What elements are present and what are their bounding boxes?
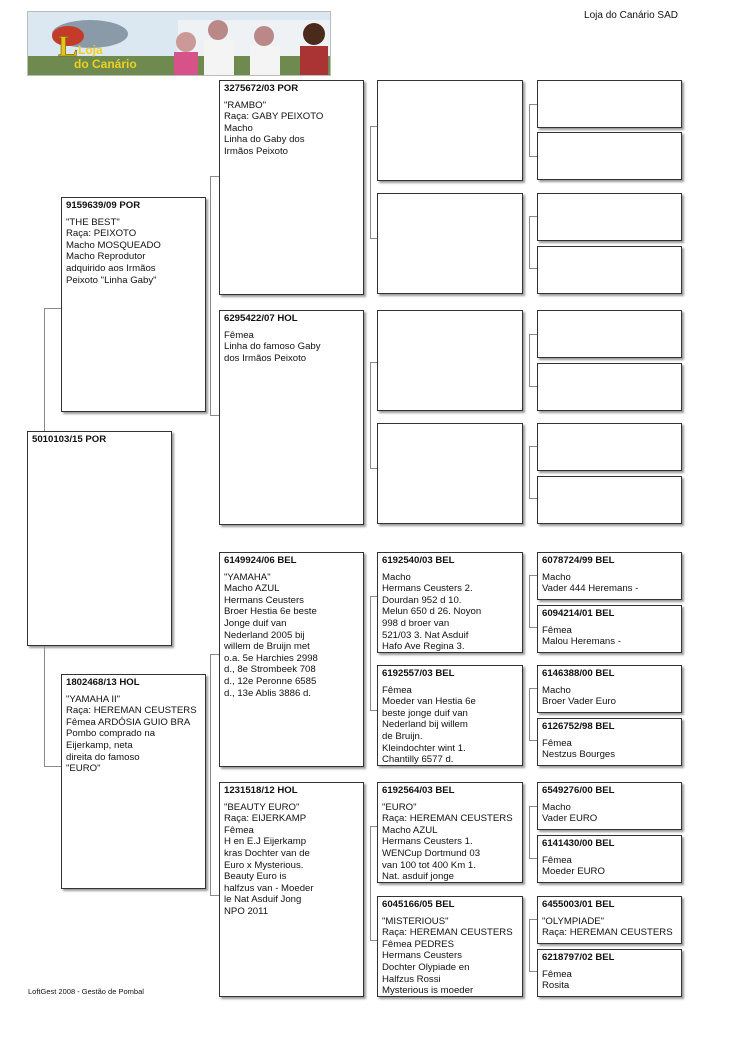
ring-number: 1802468/13 HOL xyxy=(66,677,140,688)
description-line: Fêmea xyxy=(542,624,572,636)
pedigree-box-dam xyxy=(61,674,206,889)
ring-number: 6549276/00 BEL xyxy=(542,785,615,796)
description-line: willem de Bruijn met xyxy=(224,641,310,653)
connector-line xyxy=(529,386,537,387)
connector-line xyxy=(529,446,537,447)
description-line: Raça: EIJERKAMP xyxy=(224,813,307,825)
ring-number: 1231518/12 HOL xyxy=(224,785,298,796)
description-line: Chantilly 6577 d. xyxy=(382,754,454,766)
ring-number: 3275672/03 POR xyxy=(224,83,299,94)
connector-line xyxy=(529,688,530,740)
logo-text-1: Loja xyxy=(78,43,103,57)
connector-line xyxy=(370,468,377,469)
description-line: Nederland 2005 bij xyxy=(224,629,305,641)
pedigree-box-sd_d xyxy=(377,423,523,524)
description-line: "RAMBO" xyxy=(224,99,266,111)
ring-number: 6126752/98 BEL xyxy=(542,721,615,732)
description-line: beste jonge duif van xyxy=(382,707,468,719)
connector-line xyxy=(210,415,219,416)
logo-text-2: do Canário xyxy=(74,57,137,71)
connector-line xyxy=(529,498,537,499)
pedigree-box-dssd xyxy=(537,605,682,653)
svg-text:L: L xyxy=(58,30,79,63)
description-line: H en E.J Eijerkamp xyxy=(224,836,307,848)
description-line: Euro x Mysterious. xyxy=(224,859,304,871)
connector-line xyxy=(370,238,377,239)
connector-line xyxy=(370,596,371,710)
connector-line xyxy=(370,826,371,940)
description-line: Fêmea xyxy=(542,968,572,980)
ring-number: 6146388/00 BEL xyxy=(542,668,615,679)
pedigree-box-dsd xyxy=(377,665,523,766)
description-line: Kleindochter wint 1. xyxy=(382,742,466,754)
description-line: Broer Vader Euro xyxy=(542,696,616,708)
description-line: Macho xyxy=(224,122,253,134)
pedigree-box-dsds xyxy=(537,665,682,713)
ring-number: 9159639/09 POR xyxy=(66,200,141,211)
description-line: van 100 tot 400 Km 1. xyxy=(382,859,476,871)
connector-line xyxy=(529,104,530,156)
description-line: Moeder van Hestia 6e xyxy=(382,696,476,708)
description-line: Rosita xyxy=(542,980,570,992)
description-line: Raça: HEREMAN CEUSTERS xyxy=(382,813,513,825)
ring-number: 6078724/99 BEL xyxy=(542,555,615,566)
connector-line xyxy=(370,710,377,711)
connector-line xyxy=(529,806,537,807)
pedigree-box-dds xyxy=(377,782,523,883)
description-line: "THE BEST" xyxy=(66,216,120,228)
connector-line xyxy=(210,895,219,896)
description-line: Raça: PEIXOTO xyxy=(66,228,137,240)
description-line: Macho xyxy=(382,571,411,583)
connector-line xyxy=(529,156,537,157)
ring-number: 6149924/06 BEL xyxy=(224,555,297,566)
ring-number: 6192564/03 BEL xyxy=(382,785,455,796)
connector-line xyxy=(529,688,537,689)
connector-line xyxy=(370,126,377,127)
connector-line xyxy=(529,740,537,741)
description-line: Moeder EURO xyxy=(542,866,605,878)
description-line: Dourdan 952 d 10. xyxy=(382,594,462,606)
ring-number: 6045166/05 BEL xyxy=(382,899,455,910)
description-line: Raça: GABY PEIXOTO xyxy=(224,111,324,123)
description-line: Malou Heremans - xyxy=(542,636,621,648)
pedigree-box-ds xyxy=(219,552,364,767)
description-line: halfzus van - Moeder xyxy=(224,882,314,894)
description-line: d., 12e Peronne 6585 xyxy=(224,675,317,687)
pedigree-box-dddd xyxy=(537,949,682,997)
description-line: "EURO" xyxy=(66,763,101,775)
company-name: Loja do Canário SAD xyxy=(584,10,678,21)
description-line: Macho MOSQUEADO xyxy=(66,239,161,251)
description-line: "YAMAHA" xyxy=(224,571,271,583)
ring-number: 6094214/01 BEL xyxy=(542,608,615,619)
description-line: Broer Hestia 6e beste xyxy=(224,606,317,618)
description-line: Hermans Ceusters xyxy=(382,950,462,962)
pedigree-box-g6 xyxy=(537,363,682,411)
connector-line xyxy=(370,362,371,468)
connector-line xyxy=(370,596,377,597)
description-line: Halfzus Rossi xyxy=(382,973,441,985)
connector-line xyxy=(529,575,537,576)
connector-line xyxy=(44,308,61,309)
connector-line xyxy=(529,575,530,627)
connector-line xyxy=(529,104,537,105)
description-line: d., 13e Ablis 3886 d. xyxy=(224,687,311,699)
pedigree-box-ss_s xyxy=(377,80,523,181)
pedigree-box-g7 xyxy=(537,423,682,471)
description-line: Raça: HEREMAN CEUSTERS xyxy=(66,705,197,717)
description-line: 998 d broer van xyxy=(382,617,450,629)
connector-line xyxy=(529,627,537,628)
connector-line xyxy=(529,858,537,859)
description-line: Linha do Gaby dos xyxy=(224,134,305,146)
description-line: Nederland bij willem xyxy=(382,719,468,731)
description-line: le Nat Asduif Jong xyxy=(224,894,302,906)
ring-number: 6455003/01 BEL xyxy=(542,899,615,910)
connector-line xyxy=(529,268,537,269)
description-line: Linha do famoso Gaby xyxy=(224,341,321,353)
pedigree-box-dss xyxy=(377,552,523,653)
description-line: Vader 444 Heremans - xyxy=(542,583,639,595)
description-line: "BEAUTY EURO" xyxy=(224,801,300,813)
description-line: Fêmea PEDRES xyxy=(382,938,454,950)
description-line: Hafo Ave Regina 3. xyxy=(382,641,465,653)
description-line: Macho xyxy=(542,571,571,583)
description-line: Vader EURO xyxy=(542,813,598,825)
description-line: WENCup Dortmund 03 xyxy=(382,847,481,859)
description-line: d., 8e Strombeek 708 xyxy=(224,664,316,676)
description-line: 521/03 3. Nat Asduif xyxy=(382,629,469,641)
connector-line xyxy=(529,971,537,972)
connector-line xyxy=(44,766,61,767)
description-line: Macho Reprodutor xyxy=(66,251,146,263)
ring-number: 6295422/07 HOL xyxy=(224,313,298,324)
description-line: dos Irmãos Peixoto xyxy=(224,352,307,364)
pedigree-box-ddd xyxy=(377,896,523,997)
pedigree-box-subject xyxy=(27,431,172,646)
pedigree-box-ss_d xyxy=(377,193,523,294)
description-line: Hermans Ceusters 2. xyxy=(382,583,473,595)
description-line: Macho xyxy=(542,684,571,696)
pedigree-box-g4 xyxy=(537,246,682,294)
connector-line xyxy=(210,176,211,415)
description-line: Raça: HEREMAN CEUSTERS xyxy=(382,927,513,939)
description-line: Dochter Olypiade en xyxy=(382,961,470,973)
connector-line xyxy=(370,940,377,941)
description-line: Irmãos Peixoto xyxy=(224,145,288,157)
description-line: Nestzus Bourges xyxy=(542,749,616,761)
description-line: direita do famoso xyxy=(66,751,140,763)
description-line: Mysterious is moeder xyxy=(382,985,474,997)
connector-line xyxy=(529,806,530,858)
description-line: Jonge duif van xyxy=(224,617,287,629)
pedigree-box-ss xyxy=(219,80,364,295)
pedigree-box-g8 xyxy=(537,476,682,524)
description-line: Peixoto "Linha Gaby" xyxy=(66,274,157,286)
connector-line xyxy=(210,654,219,655)
logo-photo xyxy=(28,12,330,75)
description-line: Macho AZUL xyxy=(382,824,438,836)
description-line: Fêmea xyxy=(382,684,412,696)
description-line: Fêmea xyxy=(542,737,572,749)
connector-line xyxy=(370,826,377,827)
pedigree-box-ddds xyxy=(537,896,682,944)
description-line: "OLYMPIADE" xyxy=(542,915,605,927)
pedigree-box-dsss xyxy=(537,552,682,600)
description-line: Macho AZUL xyxy=(224,583,280,595)
ring-number: 5010103/15 POR xyxy=(32,434,107,445)
description-line: kras Dochter van de xyxy=(224,847,310,859)
connector-line xyxy=(370,126,371,238)
ring-number: 6192557/03 BEL xyxy=(382,668,455,679)
description-line: Macho xyxy=(542,801,571,813)
connector-line xyxy=(529,446,530,498)
pedigree-box-sd xyxy=(219,310,364,525)
pedigree-box-g5 xyxy=(537,310,682,358)
connector-line xyxy=(529,919,537,920)
pedigree-box-dsdd xyxy=(537,718,682,766)
description-line: "YAMAHA II" xyxy=(66,693,121,705)
pedigree-box-ddss xyxy=(537,782,682,830)
pedigree-box-sire xyxy=(61,197,206,412)
pedigree-box-g1 xyxy=(537,80,682,128)
description-line: Hermans Ceusters xyxy=(224,594,304,606)
ring-number: 6218797/02 BEL xyxy=(542,952,615,963)
description-line: NPO 2011 xyxy=(224,905,269,917)
connector-line xyxy=(529,334,530,386)
description-line: Fêmea ARDÓSIA GUIO BRA xyxy=(66,716,191,728)
description-line: "EURO" xyxy=(382,801,417,813)
company-logo xyxy=(27,11,331,76)
connector-line xyxy=(529,216,530,268)
description-line: Hermans Ceusters 1. xyxy=(382,836,473,848)
connector-line xyxy=(210,176,219,177)
connector-line xyxy=(370,362,377,363)
connector-line xyxy=(210,654,211,895)
connector-line xyxy=(529,216,537,217)
description-line: Eijerkamp, neta xyxy=(66,739,133,751)
description-line: Fêmea xyxy=(224,329,254,341)
description-line: Beauty Euro is xyxy=(224,871,287,883)
description-line: Raça: HEREMAN CEUSTERS xyxy=(542,927,673,939)
description-line: Melun 650 d 26. Noyon xyxy=(382,606,482,618)
description-line: Fêmea xyxy=(224,824,254,836)
description-line: de Bruijn. xyxy=(382,730,423,742)
footer-software: LoftGest 2008 - Gestão de Pombal xyxy=(28,987,144,996)
description-line: adquirido aos Irmãos xyxy=(66,262,156,274)
connector-line xyxy=(529,334,537,335)
pedigree-box-ddsd xyxy=(537,835,682,883)
pedigree-box-dd xyxy=(219,782,364,997)
pedigree-box-g3 xyxy=(537,193,682,241)
description-line: Nat. asduif jonge xyxy=(382,871,454,883)
pedigree-box-g2 xyxy=(537,132,682,180)
description-line: Fêmea xyxy=(542,854,572,866)
description-line: Pombo comprado na xyxy=(66,728,156,740)
description-line: "MISTERIOUS" xyxy=(382,915,449,927)
description-line: o.a. 5e Harchies 2998 xyxy=(224,652,318,664)
connector-line xyxy=(44,308,45,431)
ring-number: 6192540/03 BEL xyxy=(382,555,455,566)
ring-number: 6141430/00 BEL xyxy=(542,838,615,849)
connector-line xyxy=(529,919,530,971)
pedigree-box-sd_s xyxy=(377,310,523,411)
